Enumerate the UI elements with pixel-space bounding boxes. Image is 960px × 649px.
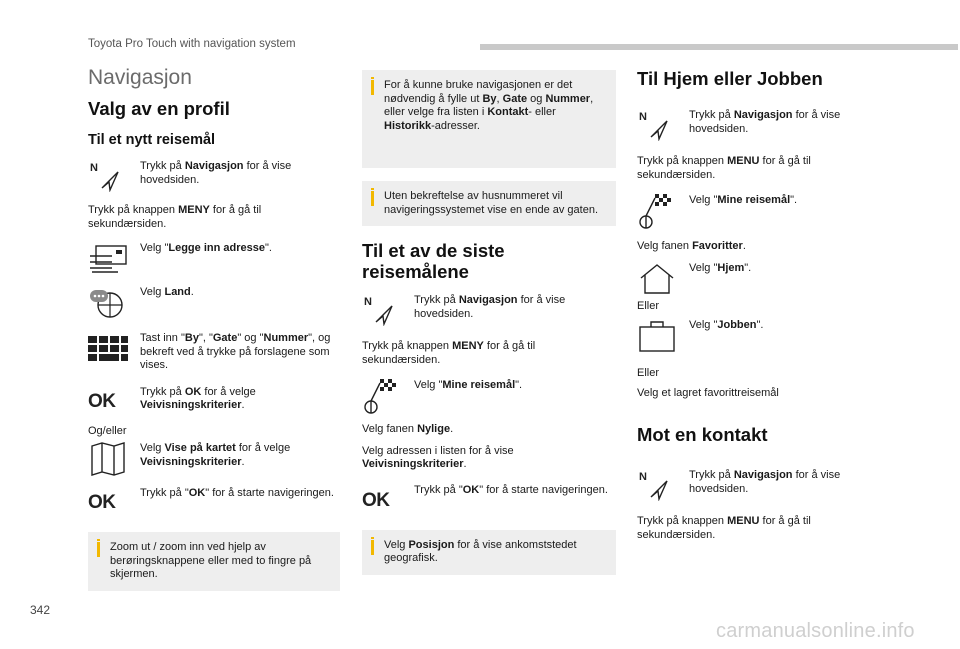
text-eller: Eller (637, 299, 660, 312)
step-mine-reisemal: Velg "Mine reisemål". (637, 192, 877, 230)
navigation-icon: N (362, 296, 396, 326)
step-land: Velg Land. (88, 284, 340, 322)
ok-icon: OK (362, 489, 390, 511)
page-number: 342 (30, 603, 51, 617)
running-header: Toyota Pro Touch with navigation system (88, 38, 296, 50)
destination-flag-icon (637, 192, 677, 230)
step-tast-inn: Tast inn "By", "Gate" og "Nummer", og bekreft ved å trykke på forslagene som vises. (88, 330, 340, 373)
step-navigasjon: N Trykk på Navigasjon for å vise hovedsiden. (362, 292, 616, 330)
text-favoritter: Velg fanen Favoritter. (637, 240, 746, 252)
map-icon (88, 442, 128, 476)
step-ok-starte: OK Trykk på "OK" for å starte navigeringen. (362, 483, 608, 511)
note-posisjon: Velg Posisjon for å vise ankomststedet geografisk. (362, 530, 616, 575)
subheading-nytt-reisemal: Til et nytt reisemål (88, 132, 216, 148)
heading-siste-reisemal: Til et av de siste reisemålene (362, 240, 505, 282)
note-zoom: Zoom ut / zoom inn ved hjelp av berøringsknappene eller med to fingre på skjermen. (88, 532, 340, 591)
address-entry-icon (88, 244, 128, 274)
navigation-icon: N (637, 111, 671, 141)
globe-chat-icon (88, 287, 128, 319)
ok-icon: OK (88, 390, 116, 412)
step-ok-velge: OK Trykk på OK for å velge Veivisningskriterier. (88, 385, 256, 412)
step-ok-starte: OK Trykk på "OK" for å starte navigeringen. (88, 487, 334, 513)
column-2 (362, 70, 616, 575)
watermark: carmanualsonline.info (716, 620, 915, 642)
note-fylle-ut: For å kunne bruke navigasjonen er det nødvendig å fylle ut By, Gate og Nummer, eller velge fra listen i Kontakt- eller Historikk-adresser. (362, 70, 616, 168)
text-og-eller: Og/eller (88, 424, 127, 437)
header-bar (480, 44, 958, 50)
section-title: Navigasjon (88, 66, 192, 89)
heading-valg-profil: Valg av en profil (88, 98, 230, 119)
heading-mot-kontakt: Mot en kontakt (637, 424, 768, 445)
step-hjem: Velg "Hjem". (637, 260, 877, 298)
heading-hjem-jobben: Til Hjem eller Jobben (637, 68, 823, 89)
step-navigasjon: N Trykk på Navigasjon for å vise hovedsiden. (637, 467, 877, 505)
step-navigasjon: N Trykk på Navigasjon for å vise hovedsiden. (88, 158, 340, 196)
text-eller: Eller (637, 367, 660, 379)
ok-icon: OK (88, 492, 116, 513)
step-legge-inn-adresse: Velg "Legge inn adresse". (88, 240, 340, 278)
column-3 (637, 62, 877, 542)
text-menu: Trykk på knappen MENU for å gå til sekundærsiden. (637, 155, 811, 181)
destination-flag-icon (362, 377, 402, 415)
home-icon (637, 262, 677, 296)
step-jobben: Velg "Jobben". (637, 317, 877, 355)
step-vise-pa-kartet: Velg Vise på kartet for å velge Veivisningskriterier. (88, 440, 340, 478)
keyboard-icon (88, 334, 128, 364)
text-menu: Trykk på knappen MENU for å gå til sekundærsiden. (637, 515, 811, 541)
text-favorittreisemal: Velg et lagret favorittreisemål (637, 386, 779, 399)
navigation-icon: N (88, 162, 122, 192)
navigation-icon: N (637, 471, 671, 501)
text-meny: Trykk på knappen MENY for å gå til sekundærsiden. (88, 204, 262, 230)
column-1 (88, 62, 340, 591)
step-navigasjon: N Trykk på Navigasjon for å vise hovedsiden. (637, 107, 877, 145)
text-meny: Trykk på knappen MENY for å gå til sekundærsiden. (362, 340, 536, 366)
text-velg-adressen: Velg adressen i listen for å vise Veivisningskriterier. (362, 444, 514, 470)
briefcase-icon (637, 319, 677, 353)
step-mine-reisemal: Velg "Mine reisemål". (362, 377, 616, 415)
note-husnummer: Uten bekreftelse av husnummeret vil navigeringssystemet vise en ende av gaten. (362, 181, 616, 226)
text-nylige: Velg fanen Nylige. (362, 423, 454, 435)
